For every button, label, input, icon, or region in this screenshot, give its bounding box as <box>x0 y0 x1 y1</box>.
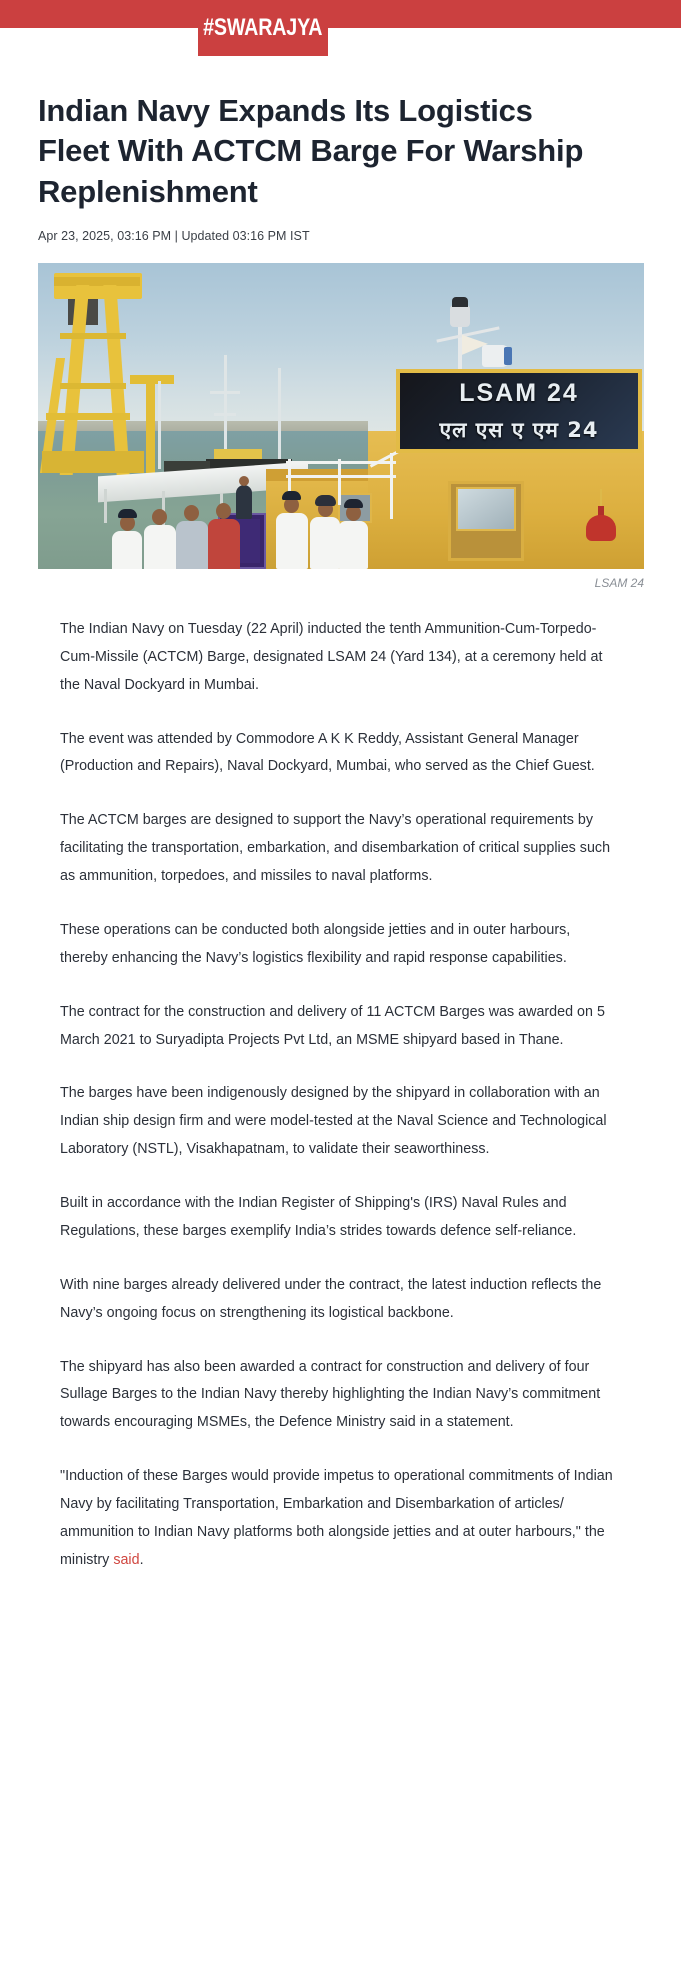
officer-cap <box>118 509 137 518</box>
navigation-light <box>450 305 470 327</box>
officer-cap <box>344 499 363 508</box>
paragraph: The Indian Navy on Tuesday (22 April) inducted the tenth Ammunition-Cum-Torpedo-Cum-Missile (ACTCM) Barge, designated LSAM 24 (Yard 134), at a ceremony held at the Naval Dockyard in Mumbai. <box>60 620 603 693</box>
awning-post <box>104 489 107 523</box>
officer-turban <box>315 495 336 506</box>
person-head <box>184 505 199 521</box>
paragraph: The event was attended by Commodore A K K Reddy, Assistant General Manager (Production and Repairs), Naval Dockyard, Mumbai, who served as the Chief Guest. <box>60 730 595 775</box>
paragraph: The ACTCM barges are designed to support the Navy’s operational requirements by facilitating the transportation, embarkation, and disembarkation of critical supplies such as ammunition, torpedoes, and missiles to naval platforms. <box>60 812 611 885</box>
sentence-period: . <box>139 1551 144 1568</box>
swarajya-logo-text: #SWARAJYA <box>203 14 323 41</box>
header-red-strip <box>0 0 681 28</box>
ship-mast <box>278 368 281 466</box>
railing-post <box>338 459 341 505</box>
hero-image <box>38 263 644 569</box>
source-link[interactable]: said <box>113 1551 140 1568</box>
paragraph: Built in accordance with the Indian Register of Shipping's (IRS) Naval Rules and Regulations, these barges exemplify India’s strides towards defence self-reliance. <box>60 1195 577 1239</box>
officer-cap <box>282 491 301 500</box>
person-civilian <box>176 521 208 569</box>
quote-text: "Induction of these Barges would provide impetus to operational commitments of Indian Navy by facilitating Transportation, Embarkation and Disembarkation of articles/ ammunition to Indian Navy platforms both alongside jetties and at outer harbours," the ministry <box>60 1468 613 1568</box>
person-background <box>236 485 252 519</box>
paragraph: The shipyard has also been awarded a contract for construction and delivery of four Sullage Barges to the Indian Navy thereby highlighting the Indian Navy’s commitment towards encouraging MSMEs, the Defence Ministry said in a statement. <box>60 1358 601 1431</box>
site-header <box>0 0 681 69</box>
crane-brace-mid <box>60 383 126 389</box>
paragraph: These operations can be conducted both alongside jetties and in outer harbours, thereby enhancing the Navy’s logistics flexibility and rapid response capabilities. <box>60 921 571 966</box>
paragraph: With nine barges already delivered under the contract, the latest induction reflects the Navy’s ongoing focus on strengthening its logistical backbone. <box>60 1276 602 1321</box>
image-caption: LSAM 24 <box>594 575 644 590</box>
second-crane-mast <box>146 383 155 473</box>
swarajya-logo[interactable] <box>198 0 328 56</box>
crane-base <box>42 451 144 473</box>
article-timestamp: Apr 23, 2025, 03:16 PM | Updated 03:16 PM IST <box>38 228 310 243</box>
crane-brace-upper <box>60 333 126 339</box>
paragraph-with-link <box>60 1463 621 1575</box>
person-officer <box>310 517 340 569</box>
person-officer <box>338 521 368 569</box>
person-officer <box>112 531 142 569</box>
paragraph: The barges have been indigenously designed by the shipyard in collaboration with an Indian ship design firm and were model-tested at the Naval Science and Technological Laboratory (NSTL), Visakhapatnam, to validate their seaworthiness. <box>60 1085 607 1158</box>
crane-brace-lower <box>46 413 130 420</box>
person-head <box>216 503 231 519</box>
barge-mast <box>458 323 462 371</box>
ship-mast <box>158 381 161 469</box>
article-body <box>38 616 643 1575</box>
person-civilian <box>144 525 176 569</box>
loudspeaker-mount <box>504 347 512 365</box>
hero-figure <box>38 263 644 590</box>
navigation-light-cap <box>452 297 468 307</box>
article-container <box>0 91 681 1575</box>
person-head <box>152 509 167 525</box>
ship-yardarm <box>214 413 236 416</box>
barge-door-window <box>456 487 516 531</box>
person-head <box>239 476 249 486</box>
deck-railing <box>286 475 396 478</box>
ship-yardarm <box>210 391 240 394</box>
crane-arm <box>54 277 140 286</box>
railing-post <box>390 453 393 519</box>
ships-bell <box>586 515 616 541</box>
person-officer <box>276 513 308 569</box>
barge-name-english: LSAM 24 <box>459 379 579 408</box>
page-title: Indian Navy Expands Its Logistics Fleet With ACTCM Barge For Warship Replenishment <box>38 93 584 209</box>
paragraph: The contract for the construction and delivery of 11 ACTCM Barges was awarded on 5 March 2021 to Suryadipta Projects Pvt Ltd, an MSME shipyard based in Thane. <box>60 1003 605 1048</box>
person-dignitary <box>208 519 240 569</box>
barge-name-hindi: एल एस ए एम 24 <box>439 417 599 442</box>
